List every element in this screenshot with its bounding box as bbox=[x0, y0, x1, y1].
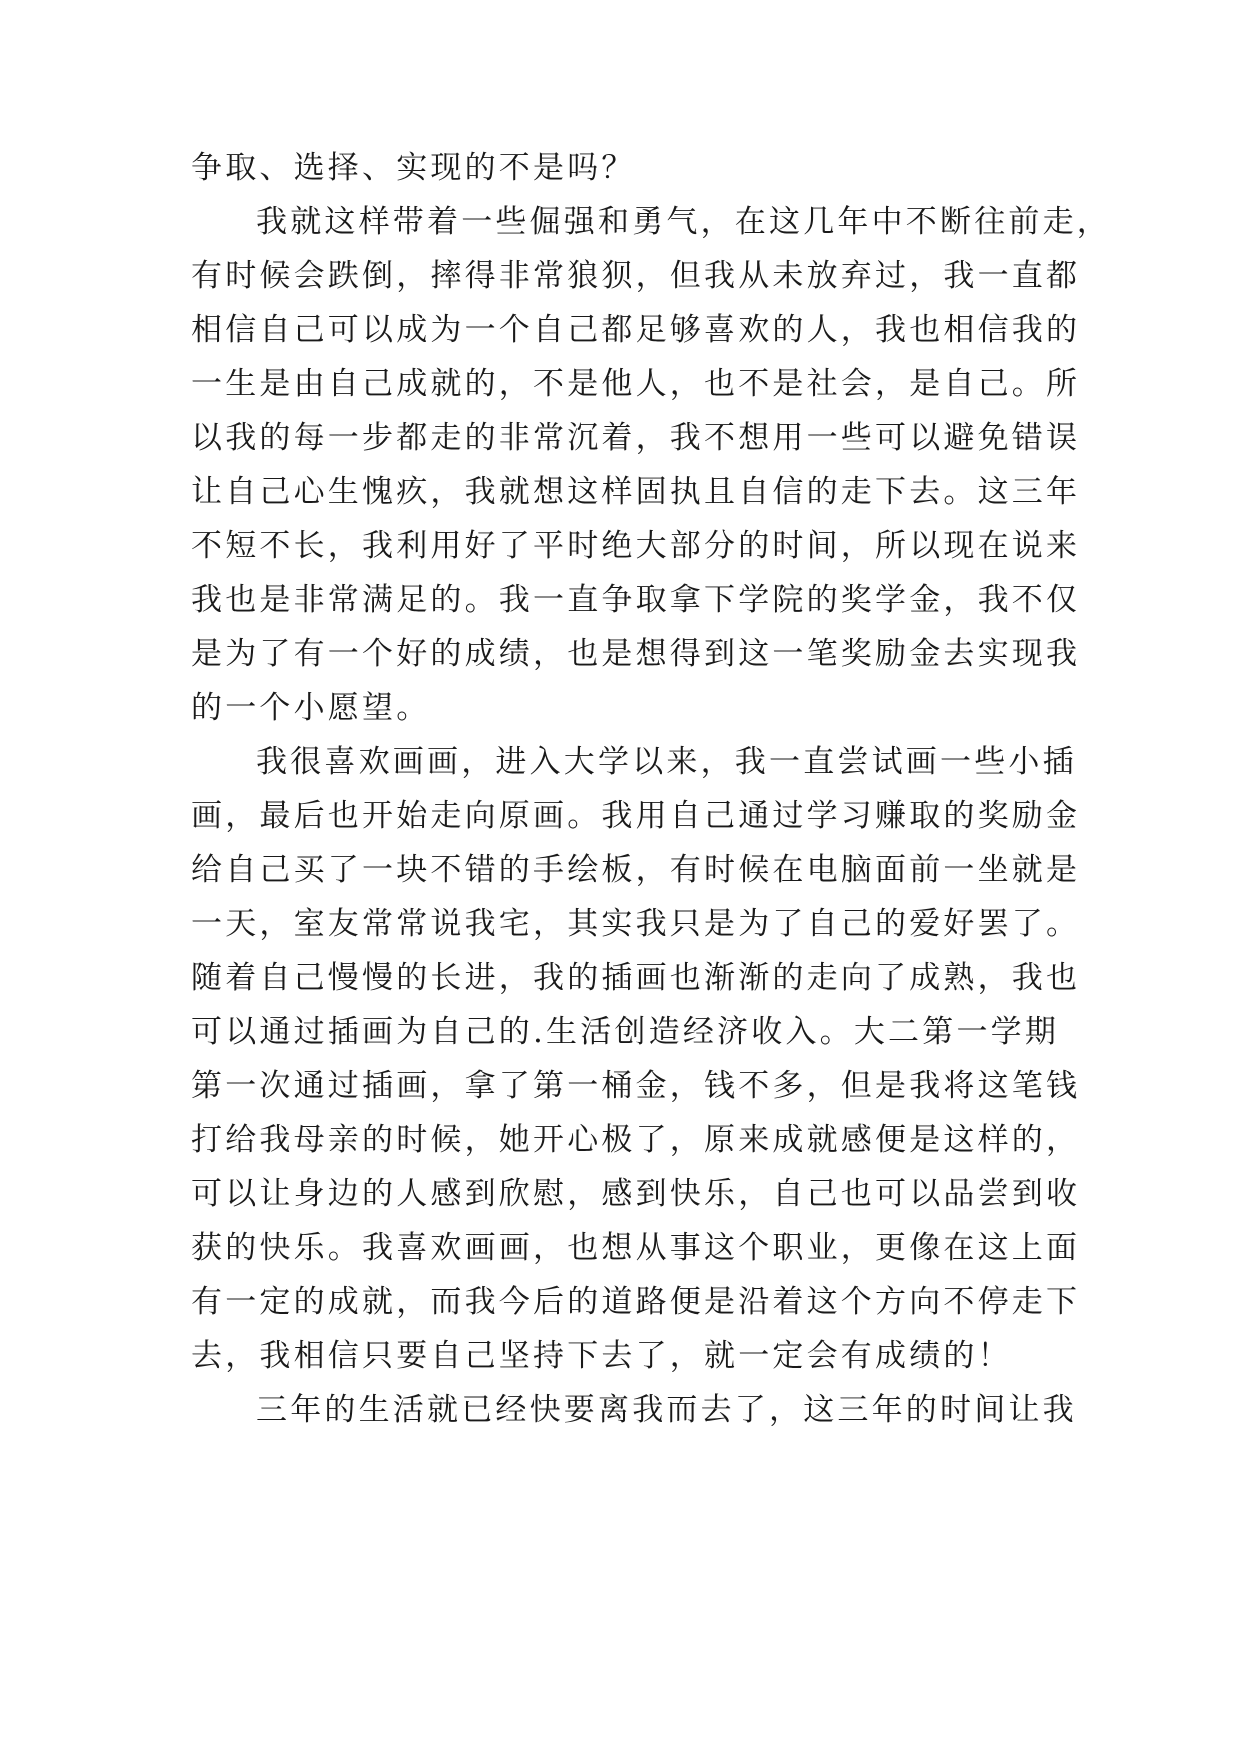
text-line: 获的快乐。我喜欢画画，也想从事这个职业，更像在这上面 bbox=[191, 1230, 1081, 1266]
text-line: 是为了有一个好的成绩，也是想得到这一笔奖励金去实现我 bbox=[191, 636, 1081, 672]
text-line: 我很喜欢画画，进入大学以来，我一直尝试画一些小插 bbox=[256, 744, 1077, 780]
text-line: 第一次通过插画，拿了第一桶金，钱不多，但是我将这笔钱 bbox=[191, 1068, 1081, 1104]
text-line: 去，我相信只要自己坚持下去了，就一定会有成绩的！ bbox=[191, 1338, 1012, 1374]
text-line: 给自己买了一块不错的手绘板，有时候在电脑面前一坐就是 bbox=[191, 852, 1081, 888]
text-line: 争取、选择、实现的不是吗？ bbox=[191, 150, 636, 186]
text-line: 三年的生活就已经快要离我而去了，这三年的时间让我 bbox=[256, 1392, 1077, 1428]
text-line: 可以让身边的人感到欣慰，感到快乐，自己也可以品尝到收 bbox=[191, 1176, 1081, 1212]
text-line: 我也是非常满足的。我一直争取拿下学院的奖学金，我不仅 bbox=[191, 582, 1081, 618]
text-line: 我就这样带着一些倔强和勇气，在这几年中不断往前走， bbox=[256, 204, 1111, 240]
text-line: 不短不长，我利用好了平时绝大部分的时间，所以现在说来 bbox=[191, 528, 1081, 564]
text-line: 有一定的成就，而我今后的道路便是沿着这个方向不停走下 bbox=[191, 1284, 1081, 1320]
text-line: 让自己心生愧疚，我就想这样固执且自信的走下去。这三年 bbox=[191, 474, 1081, 510]
text-line: 可以通过插画为自己的.生活创造经济收入。大二第一学期 bbox=[191, 1014, 1060, 1050]
text-line: 打给我母亲的时候，她开心极了，原来成就感便是这样的， bbox=[191, 1122, 1081, 1158]
text-line: 一天，室友常常说我宅，其实我只是为了自己的爱好罢了。 bbox=[191, 906, 1081, 942]
text-line: 有时候会跌倒，摔得非常狼狈，但我从未放弃过，我一直都 bbox=[191, 258, 1081, 294]
text-line: 画，最后也开始走向原画。我用自己通过学习赚取的奖励金 bbox=[191, 798, 1081, 834]
text-line: 随着自己慢慢的长进，我的插画也渐渐的走向了成熟，我也 bbox=[191, 960, 1081, 996]
text-line: 一生是由自己成就的，不是他人，也不是社会，是自己。所 bbox=[191, 366, 1081, 402]
text-line: 以我的每一步都走的非常沉着，我不想用一些可以避免错误 bbox=[191, 420, 1081, 456]
text-line: 相信自己可以成为一个自己都足够喜欢的人，我也相信我的 bbox=[191, 312, 1081, 348]
text-line: 的一个小愿望。 bbox=[191, 690, 431, 726]
